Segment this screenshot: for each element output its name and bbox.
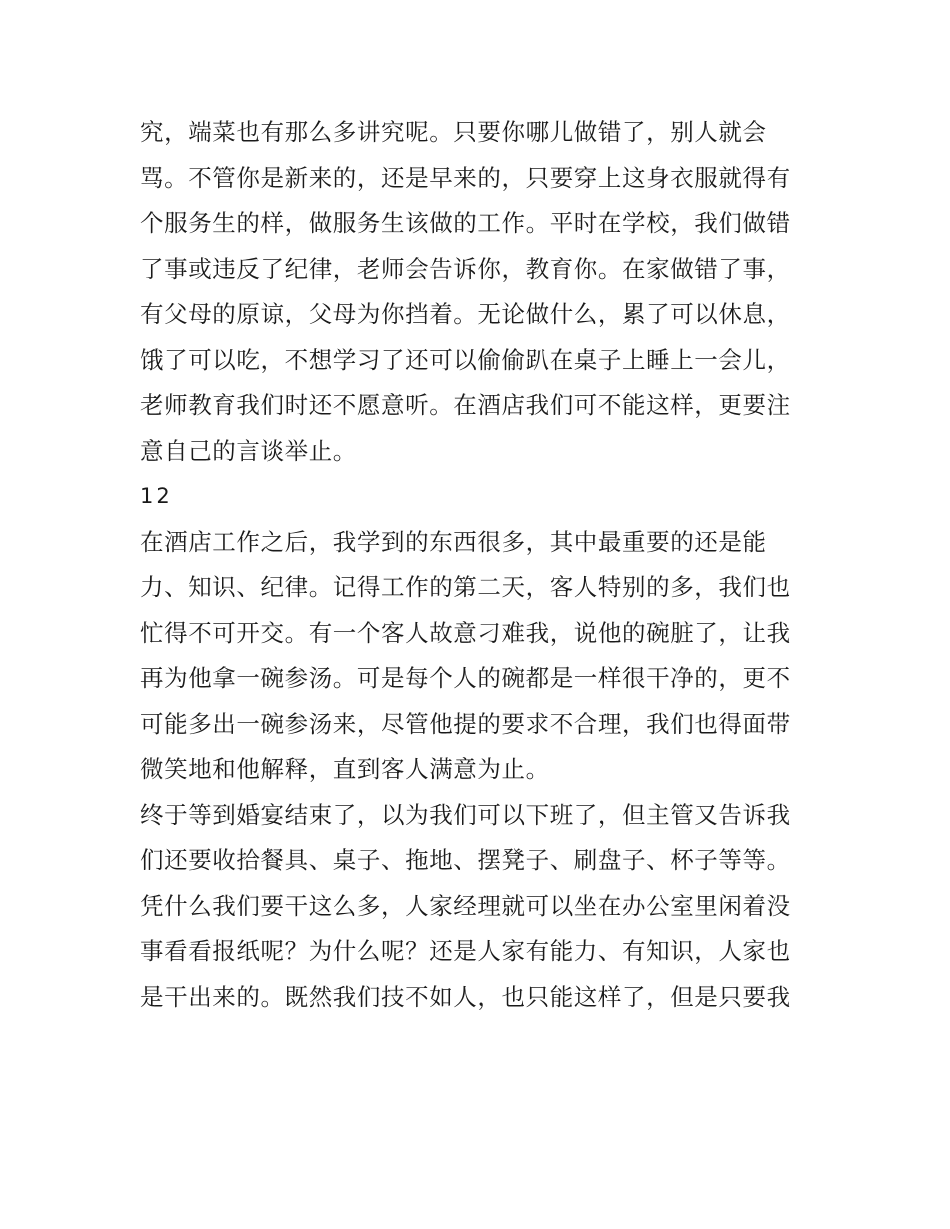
paragraph-2 (140, 520, 820, 793)
text-line: 们还要收拾餐具、桌子、拖地、摆凳子、刷盘子、杯子等等。 (140, 846, 791, 874)
text-line: 凭什么我们要干这么多，人家经理就可以坐在办公室里闲着没 (140, 891, 791, 920)
paragraph-1 (140, 110, 820, 474)
text-line: 骂。不管你是新来的，还是早来的，只要穿上这身衣服就得有 (140, 163, 791, 192)
text-line: 微笑地和他解释，直到客人满意为止。 (140, 755, 550, 783)
text-line: 了事或违反了纪律，老师会告诉你，教育你。在家做错了事， (140, 254, 791, 283)
document-body (140, 110, 820, 1020)
text-line: 再为他拿一碗参汤。可是每个人的碗都是一样很干净的，更不 (140, 664, 791, 692)
text-line: 老师教育我们时还不愿意听。在酒店我们可不能这样，更要注 (140, 391, 791, 419)
text-line: 在酒店工作之后，我学到的东西很多，其中最重要的还是能 (140, 527, 767, 556)
text-line: 事看看报纸呢？为什么呢？还是人家有能力、有知识，人家也 (140, 937, 791, 965)
text-line: 个服务生的样，做服务生该做的工作。平时在学校，我们做错 (140, 209, 791, 237)
paragraph-3 (140, 793, 820, 1021)
text-line: 力、知识、纪律。记得工作的第二天，客人特别的多，我们也 (140, 573, 791, 601)
text-line: 终于等到婚宴结束了，以为我们可以下班了，但主管又告诉我 (140, 800, 791, 829)
text-line: 是干出来的。既然我们技不如人，也只能这样了，但是只要我 (140, 982, 791, 1011)
text-line: 究，端菜也有那么多讲究呢。只要你哪儿做错了，别人就会 (140, 118, 767, 146)
text-line: 可能多出一碗参汤来，尽管他提的要求不合理，我们也得面带 (140, 709, 791, 738)
text-line: 忙得不可开交。有一个客人故意刁难我，说他的碗脏了，让我 (140, 618, 791, 647)
text-line: 饿了可以吃，不想学习了还可以偷偷趴在桌子上睡上一会儿， (140, 345, 791, 374)
text-line: 意自己的言谈举止。 (140, 436, 357, 465)
text-line: 有父母的原谅，父母为你挡着。无论做什么，累了可以休息， (140, 300, 791, 328)
section-number: 12 (140, 484, 173, 508)
